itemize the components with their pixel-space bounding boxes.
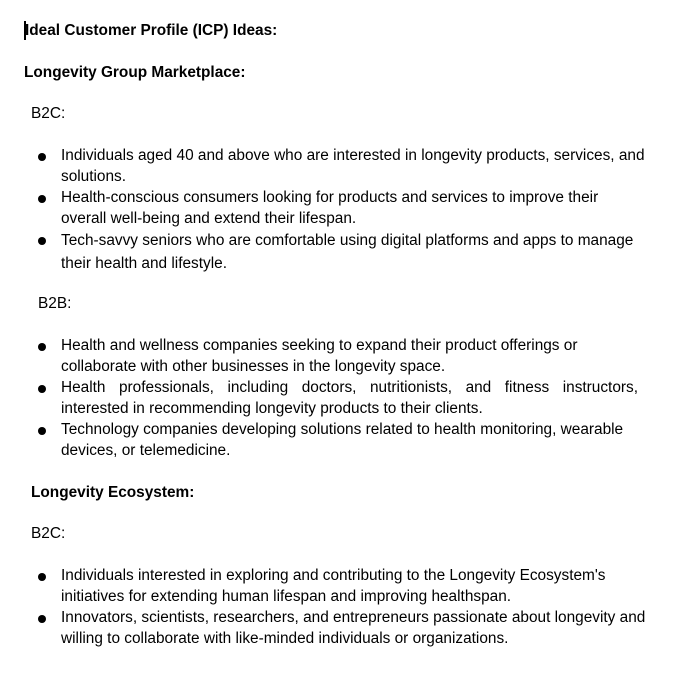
bullet-icon [38,385,46,393]
bullet-icon [38,427,46,435]
bullet-icon [38,195,46,203]
marketplace-b2b-label: B2B: [38,295,72,312]
bullet-icon [38,343,46,351]
bullet-icon [38,573,46,581]
doc-title: Ideal Customer Profile (ICP) Ideas: [25,22,278,39]
bullet-icon [38,237,46,245]
marketplace-b2c-label: B2C: [31,105,66,122]
list-item: Individuals aged 40 and above who are interested in longevity products, services, and solutions. [61,147,645,185]
list-item: Individuals interested in exploring and contributing to the Longevity Ecosystem's initiatives for extending human lifespan and improving healthspan. [61,567,606,605]
ecosystem-heading: Longevity Ecosystem: [31,484,195,501]
list-item: Health professionals, including doctors, nutritionists, and fitness instructors, interested in recommending longevity products to their clients. [61,379,638,417]
list-item: Tech-savvy seniors who are comfortable using digital platforms and apps to manage their health and lifestyle. [61,232,634,272]
list-item: Technology companies developing solutions related to health monitoring, wearable devices, or telemedicine. [61,421,624,459]
bullet-icon [38,615,46,623]
marketplace-heading: Longevity Group Marketplace: [24,64,246,81]
ecosystem-b2c-label: B2C: [31,525,66,542]
bullet-icon [38,153,46,161]
list-item: Innovators, scientists, researchers, and entrepreneurs passionate about longevity and willing to collaborate with like-minded individuals or organizations. [61,609,646,647]
list-item: Health-conscious consumers looking for products and services to improve their overall well-being and extend their lifespan. [61,189,599,227]
list-item: Health and wellness companies seeking to expand their product offerings or collaborate with other businesses in the longevity space. [61,337,578,375]
